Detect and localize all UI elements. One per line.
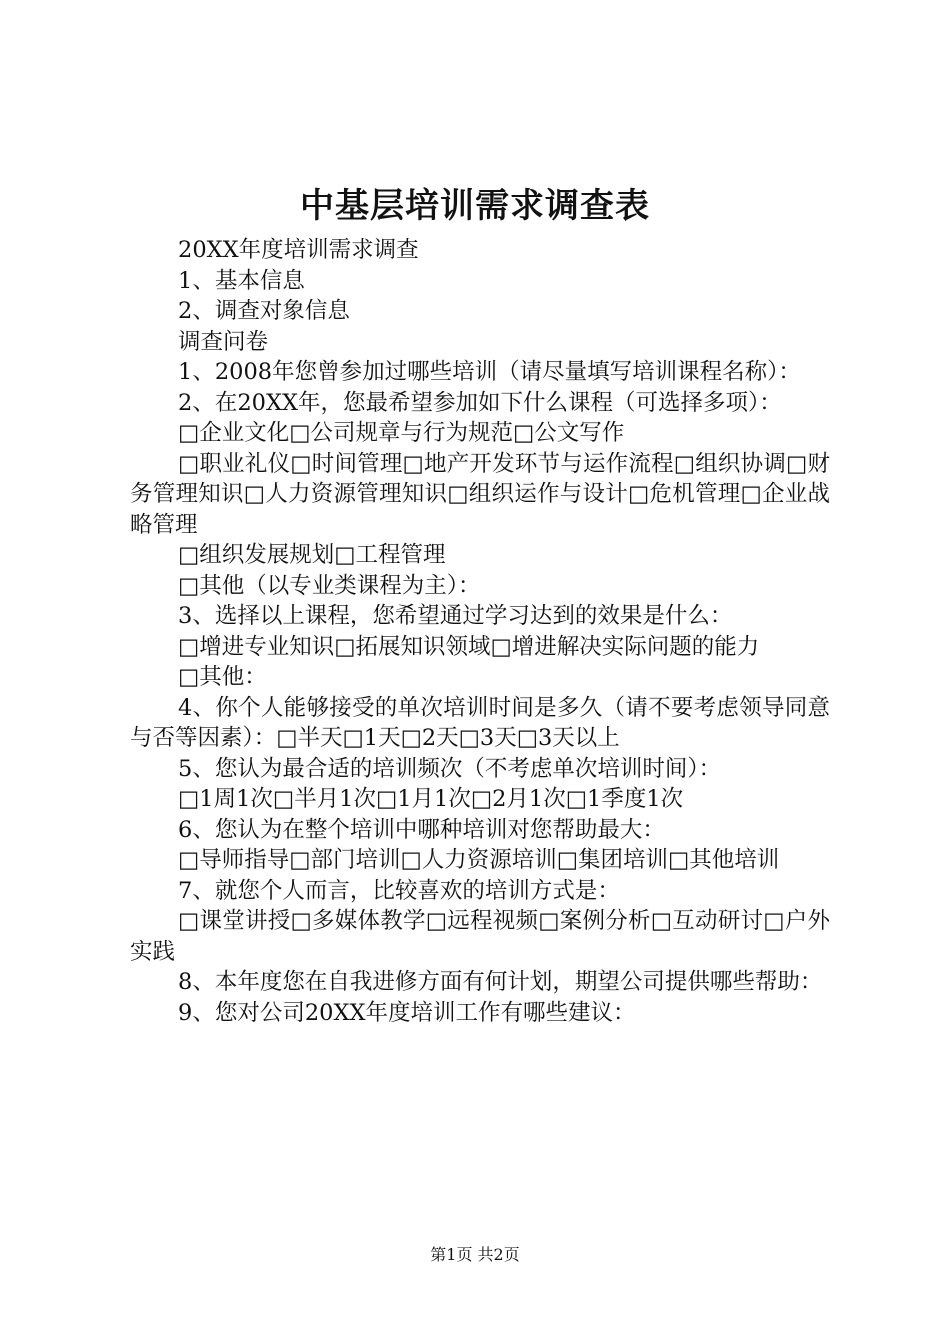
question-2-options-c: □组织发展规划□工程管理	[178, 542, 446, 568]
question-2-options-b: □职业礼仪□时间管理□地产开发环节与运作流程□组织协调□财务管理知识□人力资源管理知识□组织运作与设计□危机管理□企业战略管理	[130, 450, 830, 538]
question-5-options: □1周1次□半月1次□1月1次□2月1次□1季度1次	[178, 786, 684, 812]
question-6-options: □导师指导□部门培训□人力资源培训□集团培训□其他培训	[178, 847, 780, 873]
question-5: 5、您认为最合适的培训频次（不考虑单次培训时间）：	[178, 755, 722, 782]
paragraph-questionnaire: 调查问卷	[178, 328, 269, 355]
question-4: 4、你个人能够接受的单次培训时间是多久（请不要考虑领导同意与否等因素）：□半天□1天□2天□3天□3天以上	[130, 694, 830, 751]
document-title: 中基层培训需求调查表	[300, 186, 650, 226]
question-8: 8、本年度您在自我进修方面有何计划，期望公司提供哪些帮助：	[178, 969, 823, 995]
question-2: 2、在20XX年，您最希望参加如下什么课程（可选择多项）：	[178, 389, 782, 416]
paragraph-year-survey: 20XX年度培训需求调查	[178, 237, 419, 263]
paragraph-respondent-info: 2、调查对象信息	[178, 298, 350, 324]
question-7: 7、就您个人而言，比较喜欢的培训方式是：	[178, 877, 620, 904]
question-1: 1、2008年您曾参加过哪些培训（请尽量填写培训课程名称）：	[178, 359, 801, 385]
question-3-options-other: □其他：	[178, 664, 267, 690]
question-2-options-other: □其他（以专业类课程为主）：	[178, 572, 481, 599]
question-2-options-a: □企业文化□公司规章与行为规范□公文写作	[178, 420, 625, 446]
question-7-options: □课堂讲授□多媒体教学□远程视频□案例分析□互动研讨□户外实践	[130, 908, 830, 965]
paragraph-basic-info: 1、基本信息	[178, 267, 305, 294]
document-body	[130, 235, 830, 1028]
page-footer: 第1页 共2页	[430, 1245, 520, 1264]
question-3-options: □增进专业知识□拓展知识领域□增进解决实际问题的能力	[178, 633, 760, 660]
question-6: 6、您认为在整个培训中哪种培训对您帮助最大：	[178, 816, 665, 843]
question-9: 9、您对公司20XX年度培训工作有哪些建议：	[178, 999, 636, 1026]
question-3: 3、选择以上课程，您希望通过学习达到的效果是什么：	[178, 603, 733, 629]
